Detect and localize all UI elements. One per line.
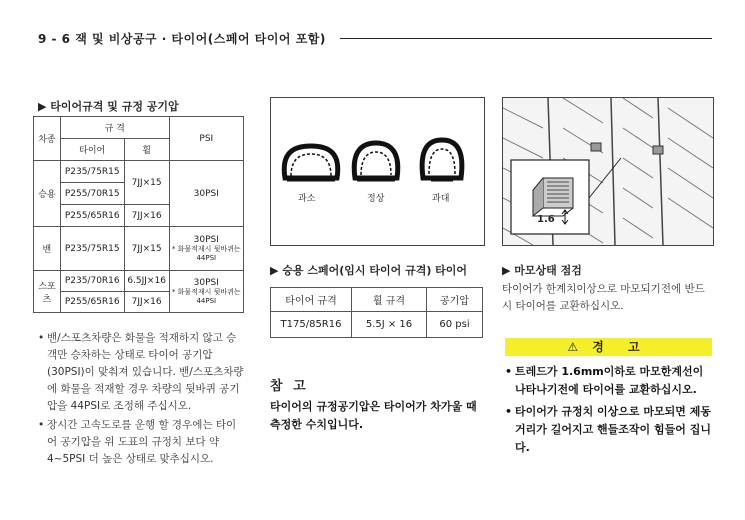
sports-psi-cell [169, 271, 243, 313]
warning-item [505, 363, 714, 399]
car-tire-1: P235/75R15 [60, 161, 124, 183]
header-wheel: 휠 [124, 139, 169, 161]
sports-tire-1: P235/70R16 [60, 271, 124, 292]
header-tire: 타이어 [60, 139, 124, 161]
wear-measurement-label: 1.6 [537, 214, 555, 225]
bullet-icon: • [505, 405, 513, 418]
spare-wheel-spec: 5.5J × 16 [352, 312, 427, 338]
spare-section-title: ▶ 승용 스페어(임시 타이어 규격) 타이어 [270, 264, 468, 277]
sports-tire-2: P255/65R16 [60, 292, 124, 313]
note-item [38, 330, 246, 415]
reference-title: 참 고 [270, 379, 309, 394]
spare-header-tire: 타이어 규격 [271, 288, 352, 312]
warning-list [505, 363, 714, 457]
tire-pressure-illustration [271, 98, 484, 245]
spare-pressure: 60 psi [427, 312, 483, 338]
spec-section-title: ▶ 타이어규격 및 규정 공기압 [38, 100, 179, 113]
page-header: 9 - 6 잭 및 비상공구 · 타이어(스페어 타이어 포함) [38, 32, 326, 46]
tire-spec-table [33, 116, 244, 313]
vehicle-sports: 스포츠 [34, 271, 61, 313]
header-vehicle: 차종 [34, 117, 61, 161]
bullet-icon: • [38, 332, 45, 344]
note-item [38, 417, 246, 468]
bullet-icon: • [505, 365, 513, 378]
normal-tire-icon [354, 143, 398, 180]
warning-banner [505, 338, 712, 356]
normal-label: 정상 [367, 194, 385, 204]
sports-wheel-1: 6.5JJ×16 [124, 271, 169, 292]
van-psi: 30PSI [193, 234, 219, 245]
car-psi: 30PSI [169, 161, 243, 227]
header-spec: 규 격 [60, 117, 169, 139]
note-text-1: 밴/스포츠차량은 화물을 적재하지 않고 승객만 승차하는 상태로 타이어 공기압(30PSI)이 맞춰져 있습니다. 밴/스포츠차량에 화물을 적재할 경우 차량의 뒷바퀴 공기압을 44PSI로 조정해 주십시오. [47, 332, 244, 412]
tread-wear-figure [502, 97, 714, 246]
bullet-icon: • [38, 419, 45, 431]
tread-wear-illustration [503, 98, 713, 245]
header-rule [340, 38, 712, 39]
spare-header-pressure: 공기압 [427, 288, 483, 312]
warning-text-2: 타이어가 규정치 이상으로 마모되면 제동거리가 길어지고 핸들조작이 힘들어 집니다. [515, 405, 711, 454]
vehicle-van: 밴 [34, 227, 61, 271]
reference-text: 타이어의 규정공기압은 타이어가 차가울 때 측정한 수치입니다. [270, 400, 477, 431]
vehicle-car: 승용 [34, 161, 61, 227]
under-inflated-tire-icon [284, 146, 338, 180]
warning-item [505, 403, 714, 457]
over-inflated-tire-icon [422, 140, 462, 180]
car-tire-3: P255/65R16 [60, 205, 124, 227]
spare-tire-spec: T175/85R16 [271, 312, 352, 338]
van-wheel: 7JJ×15 [124, 227, 169, 271]
note-text-2: 장시간 고속도로를 운행 할 경우에는 타이어 공기압을 위 도표의 규정치 보다 약 4~5PSI 더 높은 상태로 맞추십시오. [47, 419, 237, 465]
wear-section-title: ▶ 마모상태 점검 [502, 264, 582, 277]
warning-title: 경 고 [592, 340, 650, 354]
car-wheel-2: 7JJ×16 [124, 205, 169, 227]
car-tire-2: P255/70R15 [60, 183, 124, 205]
under-inflated-label: 과소 [298, 194, 316, 204]
van-tire: P235/75R15 [60, 227, 124, 271]
spare-tire-table [270, 287, 483, 338]
wear-section-text: 타이어가 한계치이상으로 마모되기전에 반드시 타이어를 교환하십시오. [502, 283, 705, 312]
sports-wheel-2: 7JJ×16 [124, 292, 169, 313]
tire-pressure-figure [270, 97, 485, 246]
sports-psi-note: * 화물적재시 뒷바퀴는 44PSI [171, 287, 241, 305]
spare-header-wheel: 휠 규격 [352, 288, 427, 312]
warning-icon: ⚠ [567, 340, 579, 354]
sports-psi: 30PSI [193, 277, 219, 288]
wear-indicator-inset [511, 158, 621, 234]
notes-list [38, 330, 246, 468]
van-psi-cell [169, 227, 243, 271]
header-psi: PSI [169, 117, 243, 161]
warning-text-1: 트레드가 1.6mm이하로 마모한계선이 나타나기전에 타이어를 교환하십시오. [515, 365, 704, 396]
car-wheel-1: 7JJ×15 [124, 161, 169, 205]
van-psi-note: * 화물적재시 뒷바퀴는 44PSI [171, 244, 241, 262]
over-inflated-label: 과대 [432, 194, 450, 204]
